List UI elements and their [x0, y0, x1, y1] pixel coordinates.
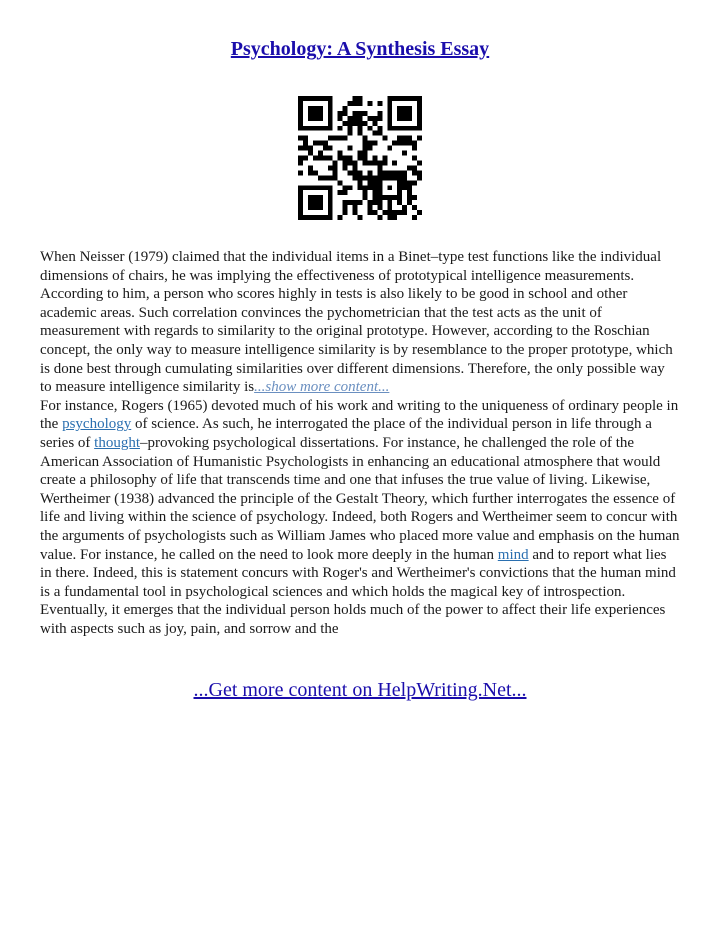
essay-body [40, 248, 680, 638]
show-more-link[interactable]: ...show more content... [254, 379, 390, 396]
paragraph-1-text: When Neisser (1979) claimed that the individual items in a Binet–type test functions like the individual dimensions of chairs, he was implying the effectiveness of prototypical intelligence measurements. According to him, a person who scores highly in tests is also likely to be good in school and other academic areas. Such correlation convinces the pychometrician that the test acts as the unit of measurement with regards to similarity to the original prototype. However, according to the Roschian concept, the only way to measure intelligence similarity is by resemblance to the proper prototype, which is done best through cumulating similarities over different dimensions. Therefore, the only possible way to measure intelligence similarity is [40, 249, 673, 396]
paragraph-1 [40, 248, 680, 397]
qr-code-icon [298, 96, 422, 220]
psychology-link[interactable]: psychology [62, 416, 132, 433]
paragraph-2-part-1: For instance, Rogers (1965) devoted much of his work and writing to the uniqueness of ordinary people in the [40, 397, 679, 433]
mind-link[interactable]: mind [497, 546, 529, 563]
paragraph-2-part-4: and to report what lies in there. Indeed, this is statement concurs with Roger's and Wertheimer's convictions that the human mind is a fundamental tool in psychological sciences and which holds the magical key of introspection. Eventually, it emerges that the individual person holds much of the power to affect their life experiences with aspects such as joy, pain, and sorrow and the [40, 546, 676, 637]
paragraph-2-part-2: of science. As such, he interrogated the place of the individual person in life through a series of [40, 416, 652, 451]
get-more-content-link[interactable]: ...Get more content on HelpWriting.Net... [193, 679, 527, 701]
paragraph-2-part-3: –provoking psychological dissertations. For instance, he challenged the role of the American Association of Humanistic Psychologists in enhancing an educational atmosphere that would create a philosophy of life that transcends time and one that infuses the true value of living. Likewise, Wertheimer (1938) advanced the principle of the Gestalt Theory, which further interrogates the essence of life and living within the science of psychology. Indeed, both Rogers and Wertheimer seem to concur with the arguments of psychologists such as William James who placed more value and emphasis on the human value. For instance, he called on the need to look more deeply in the human [40, 434, 680, 563]
paragraph-2 [40, 397, 680, 639]
page-title[interactable]: Psychology: A Synthesis Essay [230, 38, 490, 60]
thought-link[interactable]: thought [94, 434, 140, 451]
